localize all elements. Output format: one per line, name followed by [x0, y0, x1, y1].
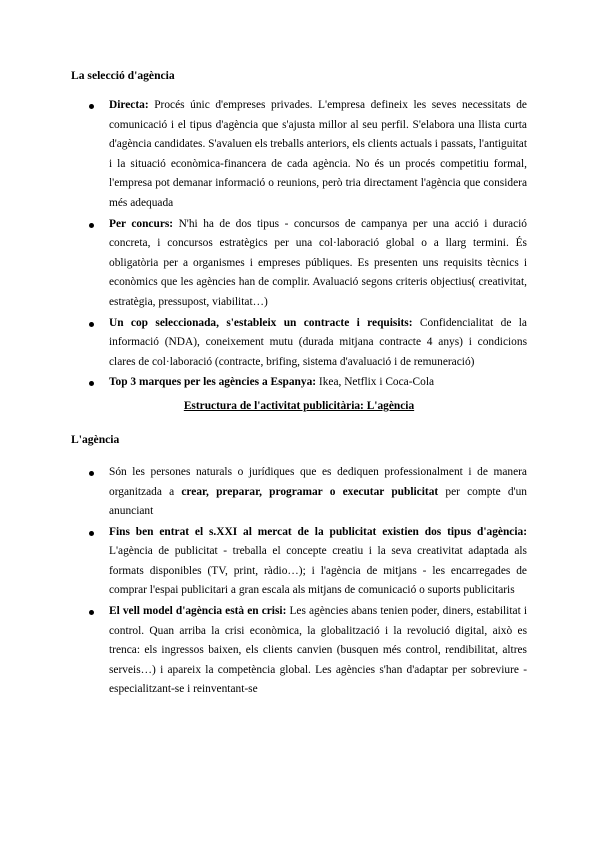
list-item-directa — [71, 96, 527, 214]
item-text: Ikea, Netflix i Coca-Cola — [316, 376, 435, 389]
list-item-top-marques — [71, 373, 527, 393]
item-text-post: per compte d'un anunciant — [109, 485, 527, 518]
section-title-agencia: L'agència — [71, 432, 120, 446]
item-lead: Directa: — [109, 99, 149, 111]
item-lead: Per concurs: — [109, 217, 174, 230]
section-title-seleccio: La selecció d'agència — [71, 69, 175, 82]
item-text: Procés únic d'empreses privades. L'empresa defineix les seves necessitats de comunicació i el tipus d'agència que s'ajusta millor al seu perfil. S'elabora una llista curta d'agència candidates. S'avaluen els treballs anteriors, els clients actuals i passats, l'antiguitat i la situació econòmica-financera de cada agència. No és un procés competitiu formal, l'empresa pot demanar informació o reunions, però tria directament l'agència que considera més adequada — [109, 99, 527, 209]
item-text: N'hi ha de dos tipus - concursos de campanya per una acció i duració concreta, i concursos estratègics per una col·laboració global o a llarg termini. És obligatòria per a organismes i empreses públiques. Es presenten uns requisits tècnics i econòmics que les agències han de complir. Avaluació segons criteris objectius( creativitat, estratègia, pressupost, viabilitat…) — [109, 217, 527, 308]
list-item-definicio — [71, 463, 527, 522]
list-item-dos-tipus — [71, 523, 527, 601]
item-text: L'agència de publicitat - treballa el concepte creatiu i la seva creativitat adaptada als formats disponibles (TV, print, ràdio…); i l'agència de mitjans - les encarregades de comprar l'espai publicitari a gran escala als mitjans de comunicació o suports publicitaris — [109, 545, 527, 597]
item-text: Les agències abans tenien poder, diners, estabilitat i control. Quan arriba la crisi econòmica, la globalització i la revolució digital, això es trenca: els ingressos baixen, els clients canvien (busquen més control, rendibilitat, altres serveis…) i apareix la competència global. Les agències s'han d'adaptar per sobreviure - especialitzant-se i reinventant-se — [109, 605, 527, 696]
seleccio-list — [71, 96, 527, 393]
document-content — [71, 66, 527, 701]
section-title-estructura: Estructura de l'activitat publicitària: L'agència — [183, 399, 415, 412]
list-item-vell-model — [71, 602, 527, 700]
item-text: Confidencialitat de la informació (NDA), coneixement mutu (durada mitjana contracte 4 anys) i condicions clares de col·laboració (contracte, brifing, sistema d'avaluació i de remuneració) — [109, 316, 527, 368]
item-lead: Un cop seleccionada, s'estableix un contracte i requisits: — [109, 316, 413, 329]
item-lead: Fins ben entrat el s.XXI al mercat de la publicitat existien dos tipus d'agència: — [109, 525, 527, 538]
item-text-pre: Són les persones naturals o jurídiques que es dediquen professionalment i de manera organitzada a — [109, 465, 527, 498]
item-bold: crear, preparar, programar o executar publicitat — [181, 485, 439, 498]
item-lead: Top 3 marques per les agències a Espanya: — [109, 376, 317, 389]
agencia-list — [71, 463, 527, 700]
list-item-per-concurs — [71, 215, 527, 313]
item-lead: El vell model d'agència està en crisi: — [109, 605, 287, 618]
list-item-contracte — [71, 314, 527, 373]
